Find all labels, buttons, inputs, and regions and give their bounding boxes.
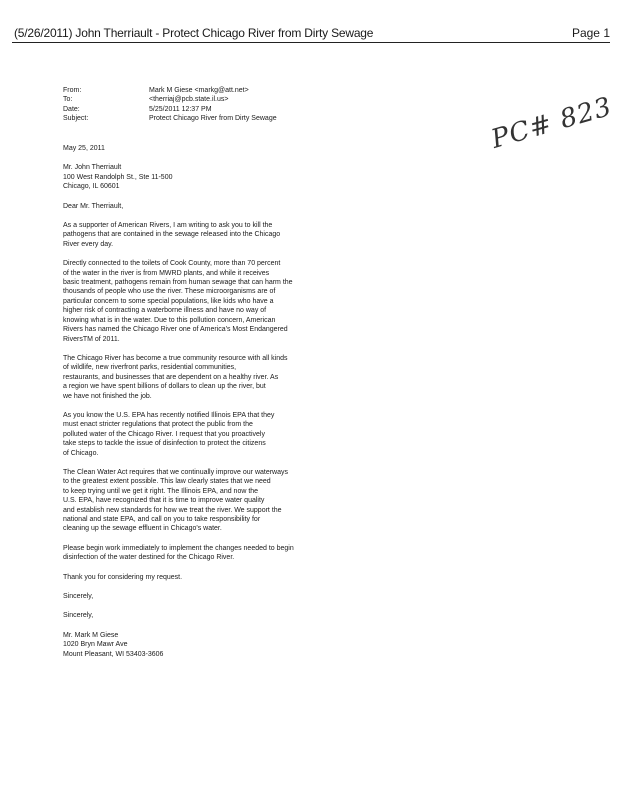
paragraph-line: a region we have spent billions of dollars to clean up the river, but	[63, 383, 266, 391]
subject-label: Subject:	[63, 115, 89, 123]
paragraph-line: The Clean Water Act requires that we continually improve our waterways	[63, 468, 289, 476]
paragraph-line: particular concern to some special populations, like kids who have a	[63, 297, 274, 305]
paragraph-line: As you know the U.S. EPA has recently notified Illinois EPA that they	[63, 411, 275, 419]
paragraph-line: of Chicago.	[63, 449, 99, 457]
date-row	[63, 105, 277, 114]
from-row	[63, 86, 277, 95]
paragraph	[63, 573, 348, 582]
date-value: 5/25/2011 12:37 PM	[149, 105, 212, 113]
paragraph-line: As a supporter of American Rivers, I am writing to ask you to kill the	[63, 222, 273, 230]
closing: Sincerely,	[63, 593, 94, 601]
email-headers	[63, 86, 277, 124]
paragraph-line: restaurants, and businesses that are dependent on a healthy river. As	[63, 373, 279, 381]
paragraph-line: Directly connected to the toilets of Cook County, more than 70 percent	[63, 260, 281, 268]
salutation: Dear Mr. Therriault,	[63, 202, 124, 210]
paragraph	[63, 259, 348, 344]
page-header	[12, 26, 610, 42]
paragraph-line: national and state EPA, and call on you to take responsibility for	[63, 516, 261, 523]
document-title: (5/26/2011) John Therriault - Protect Chicago River from Dirty Sewage	[14, 26, 374, 40]
paragraph-line: River every day.	[63, 240, 114, 248]
paragraph-line: basic treatment, pathogens remain from human sewage that can harm the	[63, 279, 293, 287]
signature-line: Mr. Mark M Giese	[63, 631, 119, 639]
paragraph-line: of the water in the river is from MWRD plants, and while it receives	[63, 269, 270, 277]
paragraph	[63, 221, 348, 249]
paragraph-line: thousands of people who use the river. These microorganisms are of	[63, 288, 276, 296]
paragraph-line: U.S. EPA, have recognized that it is time to improve water quality	[63, 497, 265, 505]
paragraph-line: RiversTM of 2011.	[63, 335, 120, 343]
to-label: To:	[63, 96, 73, 104]
handwritten-stamp: PC# 823	[488, 91, 616, 155]
paragraph	[63, 468, 348, 534]
from-value: Mark M Giese <markg@att.net>	[149, 87, 249, 94]
paragraph-line: Rivers has named the Chicago River one of America's Most Endangered	[63, 326, 288, 334]
paragraph-line: Please begin work immediately to implement the changes needed to begin	[63, 544, 294, 552]
paragraph-line: higher risk of contracting a waterborne illness and have no way of	[63, 307, 267, 315]
paragraph	[63, 411, 348, 458]
paragraph-line: take steps to tackle the issue of disinfection to protect the citizens	[63, 440, 266, 448]
from-label: From:	[63, 87, 82, 94]
paragraph-line: The Chicago River has become a true community resource with all kinds	[63, 354, 288, 362]
header-divider	[12, 42, 610, 43]
signature-line: Mount Pleasant, WI 53403-3606	[63, 650, 164, 658]
paragraph-line: knowing what is in the water. Due to this pollution concern, American	[63, 316, 276, 324]
recipient-line: Mr. John Therriault	[63, 164, 122, 172]
paragraph-line: cleaning up the sewage effluent in Chicago's water.	[63, 525, 222, 533]
to-row	[63, 95, 277, 104]
closing: Sincerely,	[63, 612, 94, 620]
letter-date: May 25, 2011	[63, 145, 105, 152]
signature-line: 1020 Bryn Mawr Ave	[63, 641, 128, 649]
paragraph	[63, 544, 348, 563]
recipient-line: 100 West Randolph St., Ste 11-500	[63, 173, 173, 181]
paragraph-line: of wildlife, new riverfront parks, residential communities,	[63, 364, 237, 372]
to-value: <therriaj@pcb.state.il.us>	[149, 96, 229, 104]
page-number: Page 1	[571, 26, 610, 40]
letter-body	[63, 144, 348, 659]
paragraph-line: disinfection of the water destined for the Chicago River.	[63, 554, 235, 562]
paragraph-line: and establish new standards for how we treat the river. We support the	[63, 506, 282, 514]
paragraph-line: polluted water of the Chicago River. I request that you proactively	[63, 430, 265, 438]
paragraph-line: we have not finished the job.	[63, 392, 152, 400]
paragraph-line: to the greatest extent possible. This law clearly states that we need	[63, 478, 271, 486]
paragraph	[63, 354, 348, 401]
paragraph-line: pathogens that are contained in the sewage released into the Chicago	[63, 231, 281, 239]
paragraph-line: Thank you for considering my request.	[63, 573, 183, 581]
subject-value: Protect Chicago River from Dirty Sewage	[149, 115, 277, 123]
paragraph-line: to keep trying until we get it right. The Illinois EPA, and now the	[63, 487, 259, 495]
subject-row	[63, 114, 277, 123]
paragraph-line: must enact stricter regulations that protect the public from the	[63, 421, 253, 429]
recipient-line: Chicago, IL 60601	[63, 183, 120, 191]
date-label: Date:	[63, 105, 80, 113]
signature-block	[63, 631, 348, 659]
